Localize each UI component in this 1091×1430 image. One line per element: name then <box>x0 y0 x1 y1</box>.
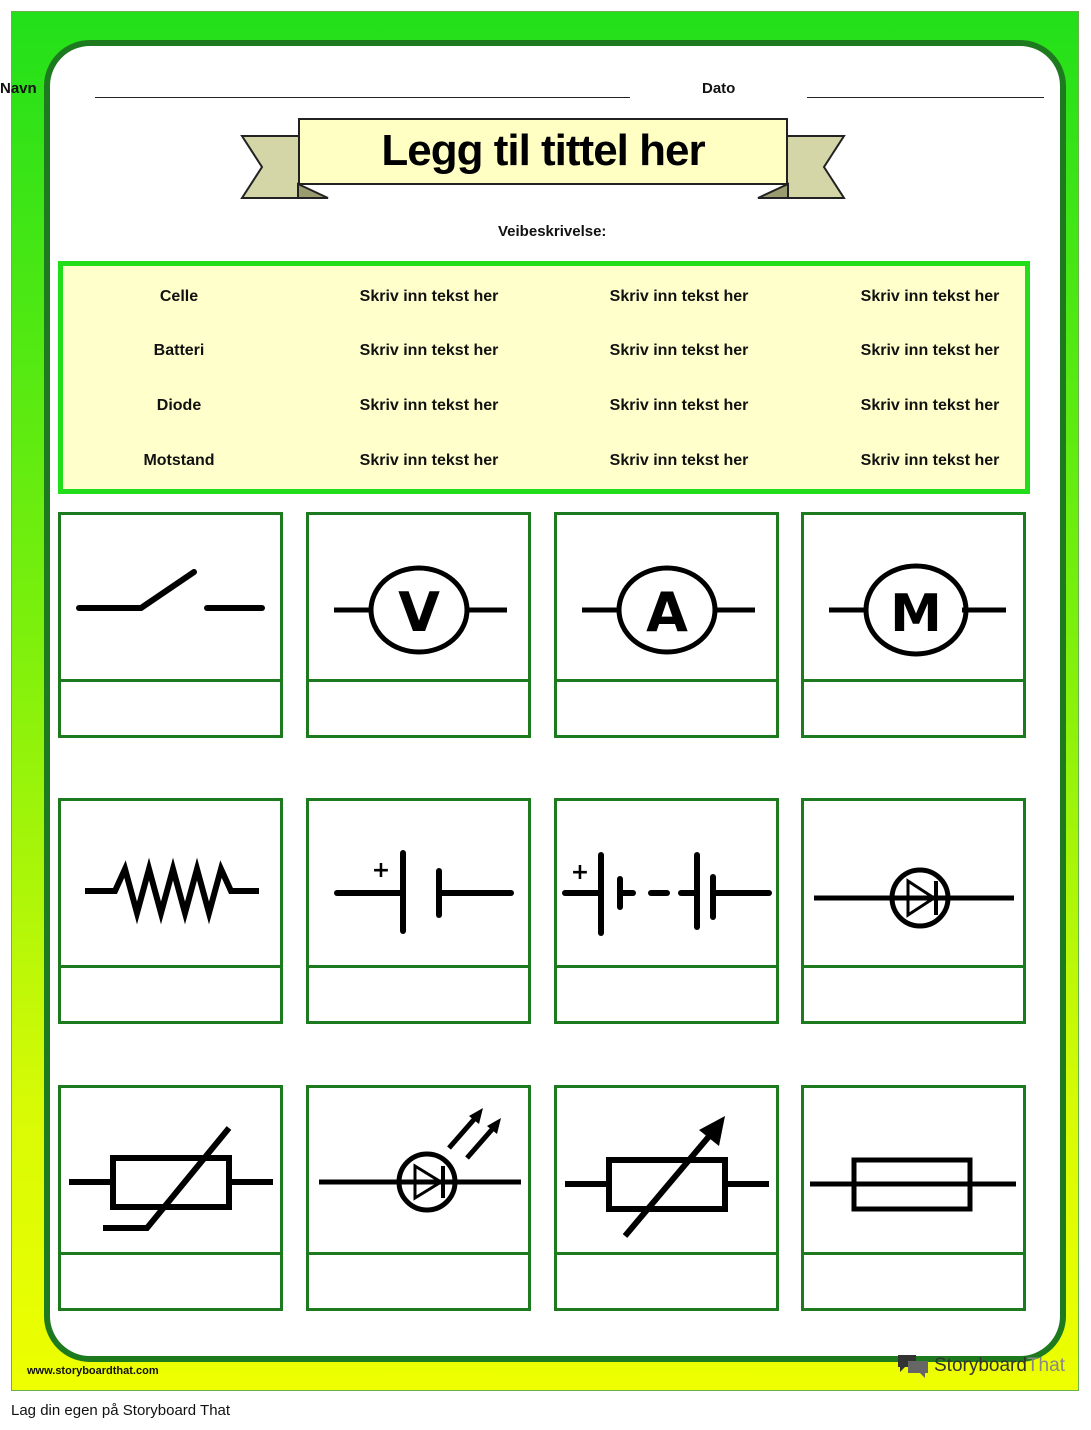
symbol-card <box>801 512 1026 738</box>
voltmeter-icon <box>309 515 528 677</box>
website-url[interactable]: www.storyboardthat.com <box>27 1365 159 1377</box>
date-label: Dato <box>702 80 736 97</box>
variable-resistor-icon <box>557 1088 776 1250</box>
diode-icon <box>804 801 1023 963</box>
cell-icon <box>309 801 528 963</box>
brand-main: Storyboard <box>934 1355 1027 1376</box>
vocab-term[interactable]: Diode <box>156 397 202 414</box>
instructions-label: Veibeskrivelse: <box>498 223 607 240</box>
battery-icon <box>557 801 776 963</box>
meter-letter: V <box>398 581 440 644</box>
resistor-zigzag-icon <box>61 801 280 963</box>
symbol-card <box>306 1085 531 1311</box>
thermistor-icon <box>61 1088 280 1250</box>
symbol-card <box>801 798 1026 1024</box>
storyboardthat-logo[interactable] <box>896 1352 1065 1380</box>
ammeter-icon <box>557 515 776 677</box>
page-title[interactable]: Legg til tittel her <box>381 126 705 175</box>
name-line[interactable] <box>95 97 630 98</box>
answer-box[interactable] <box>557 1252 776 1308</box>
symbol-card <box>58 798 283 1024</box>
answer-box[interactable] <box>309 965 528 1021</box>
vocab-cell[interactable]: Skriv inn tekst her <box>860 288 1000 305</box>
brand-light: That <box>1026 1355 1065 1376</box>
symbol-card <box>306 512 531 738</box>
vocab-term[interactable]: Batteri <box>153 342 205 359</box>
answer-box[interactable] <box>309 1252 528 1308</box>
answer-box[interactable] <box>804 679 1023 735</box>
date-line[interactable] <box>807 97 1044 98</box>
vocab-cell[interactable]: Skriv inn tekst her <box>359 288 499 305</box>
answer-box[interactable] <box>557 679 776 735</box>
answer-box[interactable] <box>557 965 776 1021</box>
symbol-card <box>554 1085 779 1311</box>
answer-box[interactable] <box>804 1252 1023 1308</box>
fuse-icon <box>804 1088 1023 1250</box>
led-icon <box>309 1088 528 1250</box>
speech-bubbles-icon <box>896 1353 930 1379</box>
vocab-cell[interactable]: Skriv inn tekst her <box>359 397 499 414</box>
answer-box[interactable] <box>309 679 528 735</box>
vocab-cell[interactable]: Skriv inn tekst her <box>609 288 749 305</box>
symbol-card <box>554 512 779 738</box>
name-label: Navn <box>0 80 37 97</box>
symbol-card <box>306 798 531 1024</box>
vocab-term[interactable]: Celle <box>159 288 199 305</box>
switch-open-icon <box>61 515 280 677</box>
motor-icon <box>804 515 1023 677</box>
plus-sign: + <box>371 858 391 883</box>
meter-letter: M <box>890 584 942 644</box>
answer-box[interactable] <box>61 679 280 735</box>
answer-box[interactable] <box>61 1252 280 1308</box>
answer-box[interactable] <box>61 965 280 1021</box>
symbol-card <box>554 798 779 1024</box>
vocab-cell[interactable]: Skriv inn tekst her <box>609 452 749 469</box>
vocab-table <box>58 261 1030 494</box>
answer-box[interactable] <box>804 965 1023 1021</box>
vocab-cell[interactable]: Skriv inn tekst her <box>359 452 499 469</box>
create-your-own-link[interactable]: Lag din egen på Storyboard That <box>11 1402 231 1419</box>
vocab-cell[interactable]: Skriv inn tekst her <box>609 397 749 414</box>
vocab-cell[interactable]: Skriv inn tekst her <box>359 342 499 359</box>
vocab-cell[interactable]: Skriv inn tekst her <box>860 397 1000 414</box>
symbol-card <box>801 1085 1026 1311</box>
vocab-cell[interactable]: Skriv inn tekst her <box>860 342 1000 359</box>
symbol-card <box>58 512 283 738</box>
plus-sign: + <box>570 860 590 885</box>
vocab-cell[interactable]: Skriv inn tekst her <box>860 452 1000 469</box>
symbol-card <box>58 1085 283 1311</box>
meter-letter: A <box>646 581 688 644</box>
vocab-cell[interactable]: Skriv inn tekst her <box>609 342 749 359</box>
vocab-term[interactable]: Motstand <box>143 452 215 469</box>
